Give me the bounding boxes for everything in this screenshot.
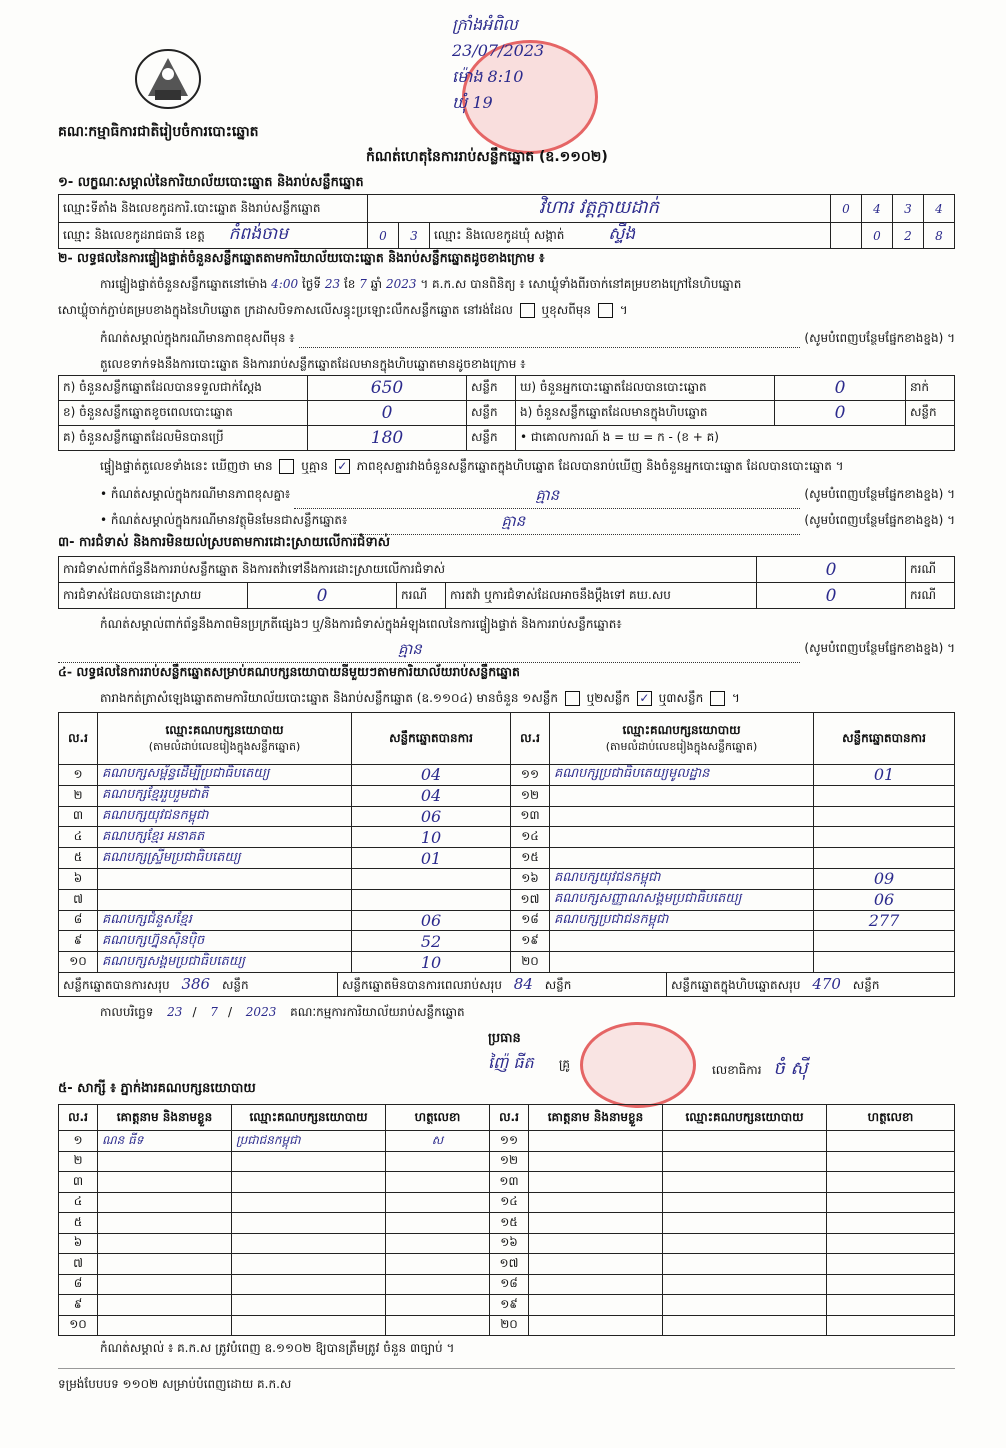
party-votes: 01 [814,765,955,786]
row-number: ៤ [59,1192,98,1213]
party-name: គណបក្សប្រជាជនកម្ពុជា [550,910,814,931]
same-checkbox[interactable] [520,303,535,318]
witness-footnote: កំណត់សម្គាល់ ៖ គ.ក.ស ត្រូវបំពេញ ឧ.១១០២ ឱ្យបានត្រឹមត្រូវ ចំនួន ៣ច្បាប់ ។ [100,1341,455,1355]
row-number: ៥ [59,848,98,869]
row-number: ៨ [59,910,98,931]
section1-heading: ១- លក្ខណៈសម្គាល់នៃការិយាល័យបោះឆ្នោត និងរាប់សន្លឹកឆ្នោត [58,175,364,190]
one-sheet-checkbox[interactable] [565,691,580,706]
bullet2-line: • កំណត់សម្គាល់ក្នុងករណីមានវត្ថុមិនមែនជាសន្លឹកឆ្នោត៖ គ្មាន (សូមបំពេញបន្ថែមផ្នែកខាងខ្នង) ។ [100,512,955,535]
nec-emblem [133,46,203,112]
witness-signature [386,1213,490,1234]
resolved-value: 0 [248,583,397,609]
sheets-line: តារាងកត់ត្រាសំឡេងឆ្នោតតាមការិយាល័យបោះឆ្នោត និងរាប់សន្លឹកឆ្នោត (ឧ.១១០៤) មានចំនួន ១សន្លឹក ឬ២សន្លឹក ✓ ឬ៣សន្លឹក ។ [100,691,740,705]
witness-signature [827,1192,955,1213]
row-number: ៧ [59,1254,98,1275]
witness-table: ល.រ គោត្តនាម និងនាមខ្លួន ឈ្មោះគណបក្សនយោបាយ ហត្ថលេខា ល.រ គោត្តនាម និងនាមខ្លួន ឈ្មោះគណបក្សនយោបាយ ហត្ថលេខា ១ ណន ធីទ ប្រជាជនកម្ពុជា ស ១១ ២ ១២ ៣ ១៣ ៤ ១៤ ៥ ១៥ ៦ ១៦ ៧ ១៧ ៨ ១៨ ៩ ១៩ ១០ ២០ [58,1104,955,1336]
witness-name [529,1315,663,1336]
party-votes [814,952,955,973]
verify-month: 7 [359,277,367,291]
party-name: គណបក្សខ្មែររួបរួមជាតិ [98,785,352,806]
results-row [59,848,955,869]
witness-row [59,1233,955,1254]
results-row [59,952,955,973]
witness-row [59,1254,955,1275]
witness-signature [386,1295,490,1316]
secretary-signature: ចំ ស៊ី [773,1058,808,1079]
witness-name [98,1192,232,1213]
committee-name: គណៈកម្មាធិការជាតិរៀបចំការបោះឆ្នោត [58,124,259,140]
witness-party [232,1295,386,1316]
row-number: ១៧ [490,1254,529,1275]
witness-signature [827,1131,955,1152]
witness-signature [827,1233,955,1254]
row-number: ៦ [59,1233,98,1254]
verification-line: ការផ្ទៀងផ្ទាត់ចំនួនសន្លឹកឆ្នោតនៅម៉ោង 4:00 ថ្ងៃទី 23 ខែ 7 ឆ្នាំ 2023 ។ គ.ក.ស បានពិនិត្យ ៖ សោឃ្លុំទាំងពីរចាក់នៅគម្របខាងក្រៅនៃហិបឆ្នោត [100,277,742,291]
witness-party [663,1213,827,1234]
results-table: ល.រ ឈ្មោះគណបក្សនយោបាយ (តាមលំដាប់លេខរៀងក្នុងសន្លឹកឆ្នោត) សន្លឹកឆ្នោតបានការ ល.រ ឈ្មោះគណបក្សនយោបាយ (តាមលំដាប់លេខរៀងក្នុងសន្លឹកឆ្នោត) សន្លឹកឆ្នោតបានការ ១ គណបក្សសម្ព័ន្ធដើម្បីប្រជាធិបតេយ្យ 04 ១១ គណបក្សប្រជាធិបតេយ្យមូលដ្ឋាន 01 ២ គណបក្សខ្មែររួបរួមជាតិ 04 ១២ ៣ គណបក្សយុវជនកម្ពុជា 06 ១៣ ៤ គណបក្សខ្មែរ អនាគត 10 ១៤ ៥ គណបក្សស្ទ្រីមប្រជាធិបតេយ្យ 01 ១៥ ៦ ១៦ គណបក្សយុវជនកម្ពុជា 09 ៧ ១៧ គណបក្សសញ្ញាណសង្គមប្រជាធិបតេយ្យ 06 ៨ គណបក្សជំនួសខ្មែរ 06 ១៨ គណបក្សប្រជាជនកម្ពុជា 277 ៩ គណបក្សហ្វ៊ុនស៊ិនប៉ិច 52 ១៩ ១០ គណបក្សសង្គមប្រជាធិបតេយ្យ 10 ២០ [58,712,955,973]
province-label: ឈ្មោះ និងលេខកូដរាជធានី ខេត្ត [63,228,205,242]
witness-party [663,1254,827,1275]
results-row [59,765,955,786]
party-votes [352,868,511,889]
row-number: ១ [59,765,98,786]
verify-day: 23 [324,277,341,291]
total-invalid: 84 [513,974,533,993]
results-row [59,806,955,827]
row-number: ៥ [59,1213,98,1234]
witness-signature [827,1274,955,1295]
witness-party [232,1213,386,1234]
witness-name [529,1151,663,1172]
row-number: ១៥ [490,1213,529,1234]
irregularity-line: គ្មាន (សូមបំពេញបន្ថែមផ្នែកខាងខ្នង) ។ [58,640,955,663]
row-number: ៩ [59,931,98,952]
witness-name [98,1254,232,1275]
party-name [98,868,352,889]
committee-stamp [580,1022,696,1108]
party-name: គណបក្សសញ្ញាណសង្គមប្រជាធិបតេយ្យ [550,889,814,910]
row-number: ១៣ [511,806,550,827]
party-votes: 52 [352,931,511,952]
footer-text: ទម្រង់បែបបទ ១១០២ សម្រាប់បំពេញដោយ គ.ក.ស [58,1377,292,1391]
no-difference-checkbox[interactable]: ✓ [335,459,350,474]
witness-name [529,1131,663,1152]
row-number: ១២ [490,1151,529,1172]
chair-signature: ញ៉ៃ ធីត គ្រូ [488,1053,571,1072]
province-name: កំពង់ចាម [228,224,288,244]
difference-note-line: កំណត់សម្គាល់ក្នុងករណីមានភាពខុសពីមុន ៖ (សូមបំពេញបន្ថែមផ្នែកខាងខ្នង) ។ [100,330,955,348]
section2-heading: ២- លទ្ធផលនៃការផ្ទៀងផ្ទាត់ចំនួនសន្លឹកឆ្នោតតាមការិយាល័យបោះឆ្នោត និងរាប់សន្លឹកឆ្នោតដូចខាងក្រោម ៖ [58,250,545,265]
witness-party [663,1274,827,1295]
party-votes: 09 [814,868,955,889]
commune-code-digit: 2 [893,223,924,249]
bullet1-value: គ្មាន [535,486,560,504]
party-name [550,848,814,869]
witness-party [663,1151,827,1172]
party-votes [814,827,955,848]
party-votes: 10 [352,952,511,973]
party-name [550,806,814,827]
row-number: ១០ [59,1315,98,1336]
figures-table: ក) ចំនួនសន្លឹកឆ្នោតដែលបានទទួលជាក់ស្តែង 650 សន្លឹក ឃ) ចំនួនអ្នកបោះឆ្នោតដែលបានបោះឆ្នោត 0 នាក់ ខ) ចំនួនសន្លឹកឆ្នោតខូចពេលបោះឆ្នោត 0 សន្លឹក ង) ចំនួនសន្លឹកឆ្នោតដែលមានក្នុងហិបឆ្នោត 0 សន្លឹក គ) ចំនួនសន្លឹកឆ្នោតដែលមិនបានប្រើ 180 សន្លឹក • ជាគោលការណ៍ ង = ឃ = ក - (ខ + គ) [58,375,955,451]
party-name: គណបក្សសង្គមប្រជាធិបតេយ្យ [98,952,352,973]
witness-name [529,1192,663,1213]
results-row [59,785,955,806]
witness-signature [827,1295,955,1316]
witness-signature [386,1151,490,1172]
row-number: ៨ [59,1274,98,1295]
party-name: គណបក្សយុវជនកម្ពុជា [550,868,814,889]
verify-time: 4:00 [271,277,299,291]
bullet2-value: គ្មាន [501,512,526,530]
date-line: កាលបរិច្ឆេទ 23 / 7 / 2023 គណៈកម្មការការិយាល័យរាប់សន្លឹកឆ្នោត [100,1005,465,1019]
total-in-box: 470 [812,974,841,993]
witness-row [59,1151,955,1172]
witness-signature [386,1233,490,1254]
witness-party: ប្រជាជនកម្ពុជា [232,1131,386,1152]
witness-signature [386,1315,490,1336]
irregularity-note: កំណត់សម្គាល់ពាក់ព័ន្ធនឹងភាពមិនប្រក្រតីផ្សេងៗ ឬ/និងការជំទាស់ក្នុងអំឡុងពេលនៃការផ្ទៀងផ្ទាត់ និងការរាប់សន្លឹកឆ្នោត៖ [100,617,622,631]
row-number: ៤ [59,827,98,848]
figures-intro: តួលេខទាក់ទងនឹងការបោះឆ្នោត និងការរាប់សន្លឹកឆ្នោតដែលមានក្នុងហិបឆ្នោតមានដូចខាងក្រោម ៖ [100,357,526,371]
party-votes: 04 [352,765,511,786]
has-difference-checkbox[interactable] [279,459,294,474]
figure-label: ឃ) ចំនួនអ្នកបោះឆ្នោតដែលបានបោះឆ្នោត [516,376,775,401]
witness-party [232,1233,386,1254]
row-number: ១៤ [490,1192,529,1213]
chair-label: ប្រធាន [488,1031,521,1046]
results-row [59,889,955,910]
polling-code-digit: 0 [831,195,862,223]
witness-name [98,1295,232,1316]
witness-party [232,1172,386,1193]
witness-name: ណន ធីទ [98,1131,232,1152]
form-title: កំណត់ហេតុនៃការរាប់សន្លឹកឆ្នោត (ឧ.១១០២) [366,149,608,165]
secretary-line [712,1056,808,1083]
party-name: គណបក្សជំនួសខ្មែរ [98,910,352,931]
row-number: ១ [59,1131,98,1152]
different-checkbox[interactable] [598,303,613,318]
witness-signature [827,1315,955,1336]
date-year: 2023 [245,1005,277,1019]
secretary-label: លេខាធិការ [712,1063,762,1077]
witness-row [59,1131,955,1152]
party-name: គណបក្សហ្វ៊ុនស៊ិនប៉ិច [98,931,352,952]
row-number: ៧ [59,889,98,910]
appeal-value: 0 [757,583,906,609]
witness-party [663,1131,827,1152]
section1-table [58,194,955,249]
commune-code-digit: 0 [862,223,893,249]
party-name: គណបក្សប្រជាធិបតេយ្យមូលដ្ឋាន [550,765,814,786]
party-votes: 06 [352,910,511,931]
witness-name [98,1151,232,1172]
figure-value: 0 [308,401,467,426]
province-code-digit: 0 [368,223,399,249]
party-votes: 06 [352,806,511,827]
party-votes [814,848,955,869]
witness-row [59,1274,955,1295]
commune-name: ស្ទឹង [608,224,636,244]
irregularity-value: គ្មាន [398,640,422,658]
witness-row [59,1295,955,1316]
polling-code-digit: 4 [924,195,955,223]
party-votes: 10 [352,827,511,848]
row-number: ១៩ [490,1295,529,1316]
party-name: គណបក្សយុវជនកម្ពុជា [98,806,352,827]
row-number: ៦ [59,868,98,889]
party-name [98,889,352,910]
witness-name [529,1213,663,1234]
party-votes: 277 [814,910,955,931]
witness-signature [386,1172,490,1193]
witness-party [663,1295,827,1316]
row-number: ១០ [59,952,98,973]
witness-name [529,1274,663,1295]
figure-value: 0 [775,376,906,401]
witness-party [232,1254,386,1275]
party-name [550,827,814,848]
witness-signature [827,1172,955,1193]
formula: • ជាគោលការណ៍ ង = ឃ = ក - (ខ + គ) [516,426,955,451]
witness-name [529,1233,663,1254]
results-summary: សន្លឹកឆ្នោតបានការសរុប 386 សន្លឹក សន្លឹកឆ្នោតមិនបានការពេលរាប់សរុប 84 សន្លឹក សន្លឹកឆ្នោតក្នុងហិបឆ្នោតសរុប 470 សន្លឹក [58,972,955,997]
commune-code-digit: 8 [924,223,955,249]
witness-name [98,1315,232,1336]
witness-party [232,1274,386,1295]
objection-value: 0 [757,557,906,583]
figure-label: គ) ចំនួនសន្លឹកឆ្នោតដែលមិនបានប្រើ [59,426,308,451]
party-name: គណបក្សសម្ព័ន្ធដើម្បីប្រជាធិបតេយ្យ [98,765,352,786]
stamp-handwriting: ក្រាំងអំពិល 23/07/2023 ម៉ោង 8:10 ឃុំ 19 [452,15,545,112]
results-row [59,910,955,931]
witness-name [529,1254,663,1275]
section3-heading: ៣- ការជំទាស់ និងការមិនយល់ស្របតាមការដោះស្រាយលើការជំទាស់ [58,535,390,550]
appeal-label: ការតវ៉ា ឬការជំទាស់ដែលអាចនឹងប្តឹងទៅ គឃ.សប [446,583,757,609]
party-name [550,931,814,952]
party-votes: 04 [352,785,511,806]
province-code-digit: 3 [399,223,430,249]
row-number: ១៦ [490,1233,529,1254]
row-number: ៣ [59,806,98,827]
row-number: ២ [59,1151,98,1172]
row-number: ២០ [511,952,550,973]
commune-label: ឈ្មោះ និងលេខកូដឃុំ សង្កាត់ [434,228,565,242]
figure-label: ខ) ចំនួនសន្លឹកឆ្នោតខូចពេលបោះឆ្នោត [59,401,308,426]
witness-signature [386,1254,490,1275]
party-votes: 06 [814,889,955,910]
witness-party [663,1233,827,1254]
figure-value: 650 [308,376,467,401]
row-number: ៩ [59,1295,98,1316]
discrepancy-line: ផ្ទៀងផ្ទាត់តួលេខទាំងនេះ ឃើញថា មាន ឬគ្មាន ✓ ភាពខុសគ្នារវាងចំនួនសន្លឹកឆ្នោតក្នុងហិបឆ្នោត ដែលបានរាប់ឃើញ និងចំនួនអ្នកបោះឆ្នោត ដែលបានបោះឆ្នោត ។ [100,459,844,473]
party-votes [352,889,511,910]
witness-signature: ស [386,1131,490,1152]
results-row [59,931,955,952]
witness-party [232,1315,386,1336]
party-votes [814,806,955,827]
row-number: ១៩ [511,931,550,952]
witness-signature [386,1192,490,1213]
party-votes [814,931,955,952]
row-number: ១៤ [511,827,550,848]
witness-signature [827,1254,955,1275]
polling-code-digit: 3 [893,195,924,223]
date-month: 7 [210,1005,218,1019]
seal-line: សោឃ្លុំចាក់ភ្ជាប់គម្របខាងក្នុងនៃហិបឆ្នោត ក្រដាសបិទភាសលើសន្ធុះប្រឡោះលឹកសន្លឹកឆ្នោត នៅរង់ដែល ឬខុសពីមុន ។ [58,303,628,317]
objections-table: ការជំទាស់ពាក់ព័ន្ធនឹងការរាប់សន្លឹកឆ្នោត និងការតវ៉ាទៅនឹងការដោះស្រាយលើការជំទាស់ 0 ករណី ការជំទាស់ដែលបានដោះស្រាយ 0 ករណី ការតវ៉ា ឬការជំទាស់ដែលអាចនឹងប្តឹងទៅ គឃ.សប 0 ករណី [58,556,955,609]
two-sheets-checkbox[interactable]: ✓ [637,691,652,706]
witness-party [663,1172,827,1193]
witness-signature [827,1151,955,1172]
results-row [59,868,955,889]
witness-row [59,1192,955,1213]
witness-name [529,1295,663,1316]
row-number: ១១ [511,765,550,786]
row-number: ១៨ [490,1274,529,1295]
row-number: ១៥ [511,848,550,869]
witness-row [59,1315,955,1336]
row-number: ២ [59,785,98,806]
figure-value: 0 [775,401,906,426]
party-votes [814,785,955,806]
row-number: ៣ [59,1172,98,1193]
witness-name [98,1172,232,1193]
witness-name [98,1274,232,1295]
party-name [550,785,814,806]
section5-heading: ៥- សាក្សី ៖ ភ្នាក់ងារគណបក្សនយោបាយ [58,1081,256,1096]
party-name: គណបក្សស្ទ្រីមប្រជាធិបតេយ្យ [98,848,352,869]
row-number: ១១ [490,1131,529,1152]
witness-name [98,1233,232,1254]
witness-signature [827,1213,955,1234]
row-number: ១៨ [511,910,550,931]
witness-signature [386,1274,490,1295]
witness-party [663,1315,827,1336]
three-sheets-checkbox[interactable] [710,691,725,706]
witness-row [59,1172,955,1193]
row-number: ១៣ [490,1172,529,1193]
witness-name [529,1172,663,1193]
section4-heading: ៤- លទ្ធផលនៃការរាប់សន្លឹកឆ្នោតសម្រាប់គណបក្សនយោបាយនីមួយៗតាមការិយាល័យរាប់សន្លឹកឆ្នោត [58,664,520,679]
party-name: គណបក្សខ្មែរ អនាគត [98,827,352,848]
row-number: ១២ [511,785,550,806]
party-votes: 01 [352,848,511,869]
polling-code-digit: 4 [862,195,893,223]
figure-value: 180 [308,426,467,451]
witness-name [98,1213,232,1234]
witness-party [232,1151,386,1172]
party-name [550,952,814,973]
witness-party [663,1192,827,1213]
total-valid: 386 [181,974,211,993]
witness-row [59,1213,955,1234]
row-number: ១៦ [511,868,550,889]
row-number: ១៧ [511,889,550,910]
date-day: 23 [167,1005,183,1019]
resolved-label: ការជំទាស់ដែលបានដោះស្រាយ [59,583,248,609]
polling-name: វិហារ វត្តក្តាយដាក់ [368,195,831,223]
results-row [59,827,955,848]
verify-year: 2023 [385,277,417,291]
row-number: ២០ [490,1315,529,1336]
bullet1-line: • កំណត់សម្គាល់ក្នុងករណីមានភាពខុសគ្នា៖ គ្មាន (សូមបំពេញបន្ថែមផ្នែកខាងខ្នង) ។ [100,486,955,509]
figure-label: ង) ចំនួនសន្លឹកឆ្នោតដែលមានក្នុងហិបឆ្នោត [516,401,775,426]
objection-label: ការជំទាស់ពាក់ព័ន្ធនឹងការរាប់សន្លឹកឆ្នោត និងការតវ៉ាទៅនឹងការដោះស្រាយលើការជំទាស់ [59,557,757,583]
witness-party [232,1192,386,1213]
figure-label: ក) ចំនួនសន្លឹកឆ្នោតដែលបានទទួលជាក់ស្តែង [59,376,308,401]
polling-label: ឈ្មោះទីតាំង និងលេខកូដការិ.បោះឆ្នោត និងរាប់សន្លឹកឆ្នោត [59,195,368,223]
footer-divider [58,1368,955,1369]
